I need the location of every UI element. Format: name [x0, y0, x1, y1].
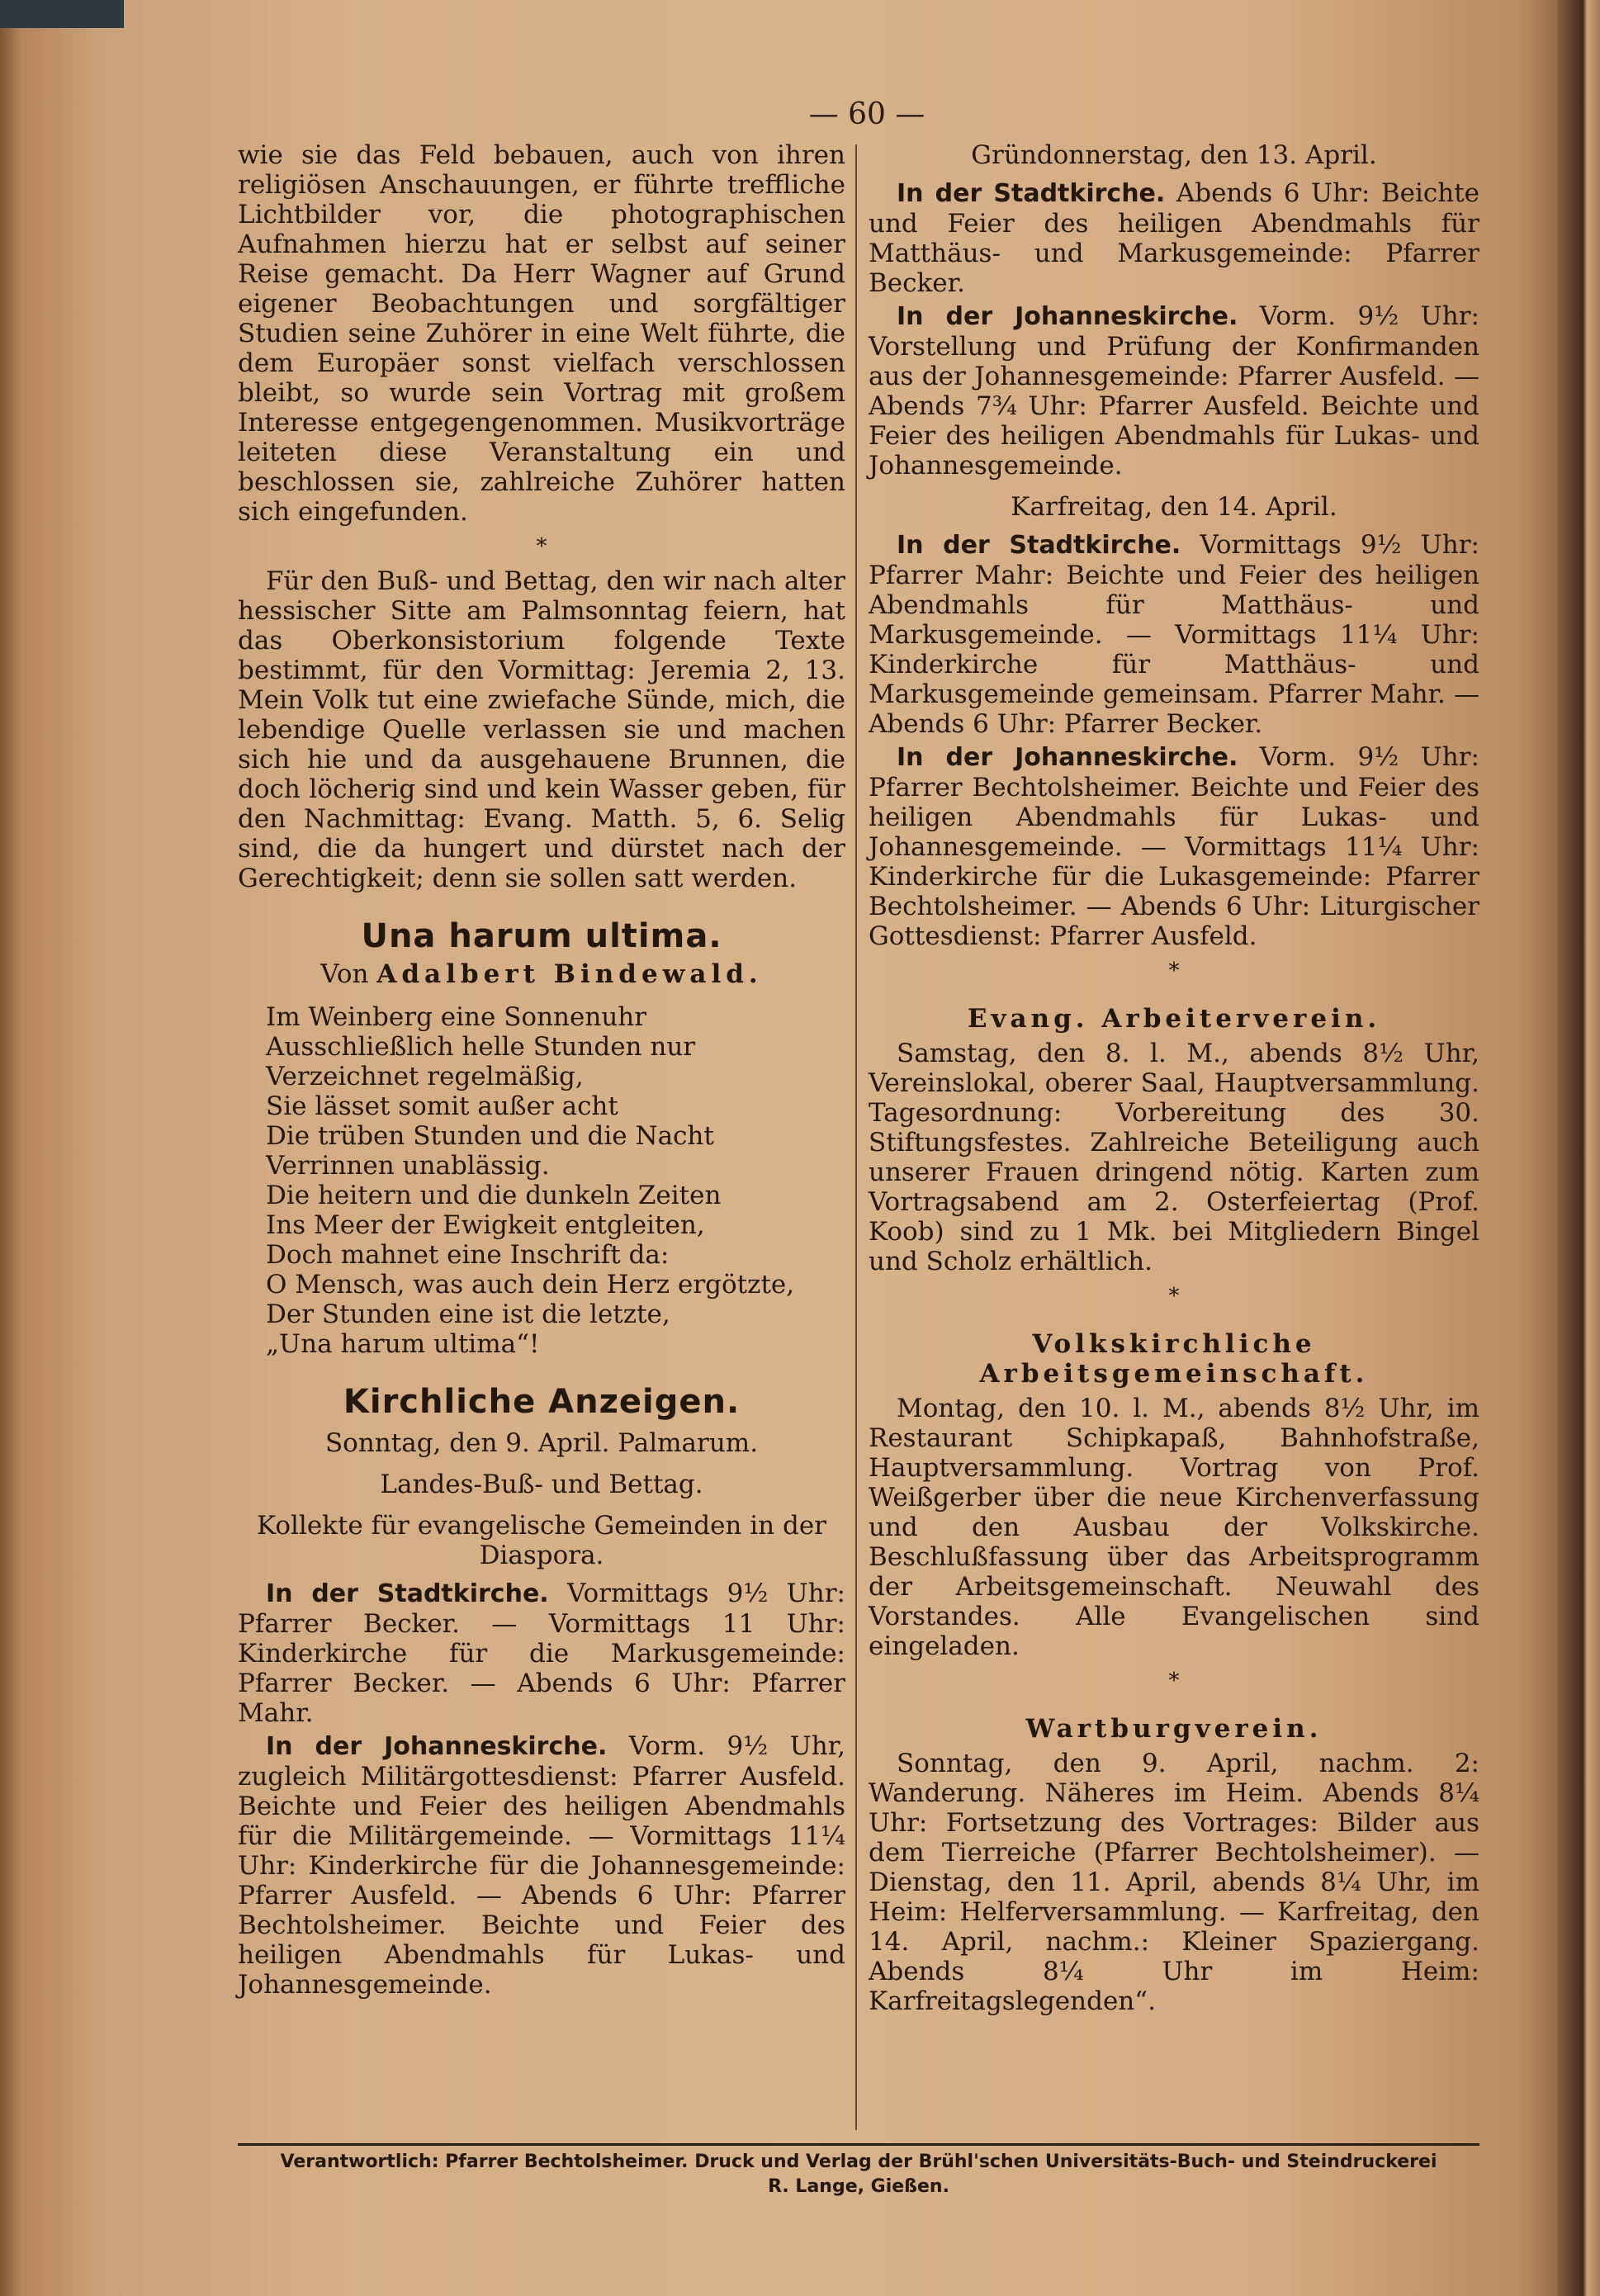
byline-prefix: Von — [320, 959, 369, 989]
gd-stadtkirche — [869, 178, 1479, 298]
separator-star: * — [1168, 959, 1180, 983]
kf-johanneskirche — [869, 742, 1479, 951]
binding-edge-right — [1557, 0, 1600, 2296]
separator-star: * — [536, 534, 547, 559]
service-text: Vorm. 9½ Uhr: Vorstellung und Prüfung der Konfirmanden aus der Johannesgemeinde: Pfarrer Ausfeld. — Abends 7¾ Uhr: Pfarrer Ausfeld. Beichte und Feier des heiligen Abendmahls für Lukas- und Johannesgemeinde. — [869, 301, 1480, 481]
poem-line: Verzeichnet regelmäßig, — [266, 1062, 584, 1091]
church-heading: In der Stadtkirche. — [897, 531, 1181, 560]
sunday-date: Sonntag, den 9. April. Palmarum. — [324, 1428, 759, 1458]
collection-note: Kollekte für evangelische Gemeinden in der Diaspora. — [257, 1511, 826, 1570]
article-continuation: wie sie das Feld bebauen, auch von ihren religiösen Anschauungen, er führte treffliche Lichtbilder vor, die photographischen Aufnahmen hierzu hat er selbst auf seiner Reise gemacht. Da Herr Wagner auf Grund eigener Beobachtungen und sorgfältiger Studien seine Zuhörer in eine Welt führte, die dem Europäer sonst vielfach verschlossen bleibt, so wurde sein Vortrag mit großem Interesse entgegengenommen. Musikvorträge leiteten diese Veranstaltung ein und beschlossen sie, zahlreiche Zuhörer hatten sich eingefunden. — [238, 140, 845, 527]
service-text: Vorm. 9½ Uhr: Pfarrer Bechtolsheimer. Beichte und Feier des heiligen Abendmahls für Lukas- und Johannesgemeinde. — Vormittags 11¼ Uhr: Kinderkirche für die Lukasgemeinde: Pfarrer Bechtolsheimer. — Abends 6 Uhr: Liturgischer Gottesdienst: Pfarrer Ausfeld. — [869, 742, 1480, 951]
footer-rule — [238, 2143, 1479, 2146]
church-heading: In der Johanneskirche. — [897, 743, 1238, 772]
poem-line: Im Weinberg eine Sonnenuhr — [266, 1002, 647, 1032]
volkskirchliche-title: Volkskirchliche Arbeitsgemeinschaft. — [979, 1329, 1369, 1389]
gd-johanneskirche — [869, 301, 1479, 481]
volkskirchliche-text: Montag, den 10. l. M., abends 8½ Uhr, im Restaurant Schipkapaß, Bahnhofstraße, Hauptversammlung. Vortrag von Prof. Weißgerber über die neue Kirchenverfassung und den Ausbau der Volkskirche. Beschlußfassung über das Arbeitsprogramm der Arbeitsgemeinschaft. Neuwahl des Vorstandes. Alle Evangelischen sind eingeladen. — [869, 1394, 1479, 1661]
left-column — [238, 140, 845, 2003]
arbeiterverein-title: Evang. Arbeiterverein. — [967, 1004, 1381, 1034]
poem-line: Der Stunden eine ist die letzte, — [266, 1299, 670, 1329]
sunday-stadtkirche — [238, 1579, 845, 1728]
karfreitag-date: Karfreitag, den 14. April. — [1011, 492, 1337, 522]
poem — [266, 1002, 845, 1359]
page-number: — 60 — — [808, 97, 925, 131]
binding-edge-left — [0, 0, 23, 2296]
service-text: Vorm. 9½ Uhr, zugleich Militärgottesdienst: Pfarrer Ausfeld. Beichte und Feier des heiligen Abendmahls für die Militärgemeinde. — Vormittags 11¼ Uhr: Kinderkirche für die Johannesgemeinde: Pfarrer Ausfeld. — Abends 6 Uhr: Pfarrer Bechtolsheimer. Beichte und Feier des heiligen Abendmahls für Lukas- und Johannesgemeinde. — [238, 1731, 846, 2000]
poem-line: Ausschließlich helle Stunden nur — [266, 1032, 696, 1062]
kf-stadtkirche — [869, 530, 1479, 739]
poem-author: Adalbert Bindewald. — [376, 959, 763, 989]
church-heading: In der Stadtkirche. — [266, 1579, 549, 1608]
poem-line: Die heitern und die dunkeln Zeiten — [266, 1181, 722, 1210]
poem-line: Ins Meer der Ewigkeit entgleiten, — [266, 1210, 705, 1240]
corner-shadow — [0, 0, 124, 28]
poem-line: Verrinnen unablässig. — [266, 1151, 550, 1181]
church-heading: In der Stadtkirche. — [897, 179, 1166, 208]
poem-stanza-2 — [266, 1181, 845, 1359]
poem-line: „Una harum ultima“! — [266, 1329, 540, 1359]
poem-line: Doch mahnet eine Inschrift da: — [266, 1240, 670, 1270]
column-divider — [855, 144, 857, 2130]
poem-title: Una harum ultima. — [361, 917, 722, 955]
church-heading: In der Johanneskirche. — [897, 302, 1238, 331]
service-text: Vormittags 9½ Uhr: Pfarrer Becker. — Vormittags 11 Uhr: Kinderkirche für die Markusgemeinde: Pfarrer Becker. — Abends 6 Uhr: Pfarrer Mahr. — [238, 1579, 845, 1728]
sunday-johanneskirche — [238, 1731, 845, 2000]
poem-line: Sie lässet somit außer acht — [266, 1091, 618, 1121]
wartburgverein-title: Wartburgverein. — [1025, 1714, 1323, 1744]
imprint-line-2: R. Lange, Gießen. — [768, 2176, 949, 2197]
bettag-article: Für den Buß- und Bettag, den wir nach alter hessischer Sitte am Palmsonntag feiern, hat das Oberkonsistorium folgende Texte bestimmt, für den Vormittag: Jeremia 2, 13. Mein Volk tut eine zwiefache Sünde, mich, die lebendige Quelle verlassen sie und machen sich hie und da ausgehauene Brunnen, die doch löcherig sind und kein Wasser geben, für den Nachmittag: Evang. Matth. 5, 6. Selig sind, die da hungert und dürstet nach der Gerechtigkeit; denn sie sollen satt werden. — [238, 566, 845, 893]
poem-stanza-1 — [266, 1002, 845, 1181]
gruendonnerstag-date: Gründonnerstag, den 13. April. — [971, 140, 1377, 170]
separator-star: * — [1168, 1669, 1180, 1693]
church-notices-title: Kirchliche Anzeigen. — [343, 1383, 741, 1421]
poem-line: O Mensch, was auch dein Herz ergötzte, — [266, 1270, 795, 1299]
imprint-line-1: Verantwortlich: Pfarrer Bechtolsheimer. Druck und Verlag der Brühl'schen Universitäts-Buch- und Steindruckerei — [280, 2152, 1437, 2172]
sunday-subtitle: Landes-Buß- und Bettag. — [380, 1470, 703, 1499]
service-text: Abends 6 Uhr: Beichte und Feier des heiligen Abendmahls für Matthäus- und Markusgemeinde: Pfarrer Becker. — [869, 178, 1480, 298]
separator-star: * — [1168, 1284, 1180, 1309]
poem-byline — [238, 959, 845, 989]
poem-line: Die trüben Stunden und die Nacht — [266, 1121, 714, 1151]
imprint — [238, 2150, 1479, 2199]
church-heading: In der Johanneskirche. — [266, 1732, 608, 1761]
right-column — [869, 140, 1479, 2019]
wartburgverein-text: Sonntag, den 9. April, nachm. 2: Wanderung. Näheres im Heim. Abends 8¼ Uhr: Fortsetzung des Vortrages: Bilder aus dem Tierreiche (Pfarrer Bechtolsheimer). — Dienstag, den 11. April, abends 8¼ Uhr, im Heim: Helferversammlung. — Karfreitag, den 14. April, nachm.: Kleiner Spaziergang. Abends 8¼ Uhr im Heim: Karfreitagslegenden“. — [869, 1749, 1479, 2016]
arbeiterverein-text: Samstag, den 8. l. M., abends 8½ Uhr, Vereinslokal, oberer Saal, Hauptversammlung. Tagesordnung: Vorbereitung des 30. Stiftungsfestes. Zahlreiche Beteiligung auch unserer Frauen dringend nötig. Karten zum Vortragsabend am 2. Osterfeiertag (Prof. Koob) sind zu 1 Mk. bei Mitgliedern Bingel und Scholz erhältlich. — [869, 1039, 1479, 1276]
service-text: Vormittags 9½ Uhr: Pfarrer Mahr: Beichte und Feier des heiligen Abendmahls für Matthäus- und Markusgemeinde. — Vormittags 11¼ Uhr: Kinderkirche für Matthäus- und Markusgemeinde gemeinsam. Pfarrer Mahr. — Abends 6 Uhr: Pfarrer Becker. — [869, 530, 1479, 739]
